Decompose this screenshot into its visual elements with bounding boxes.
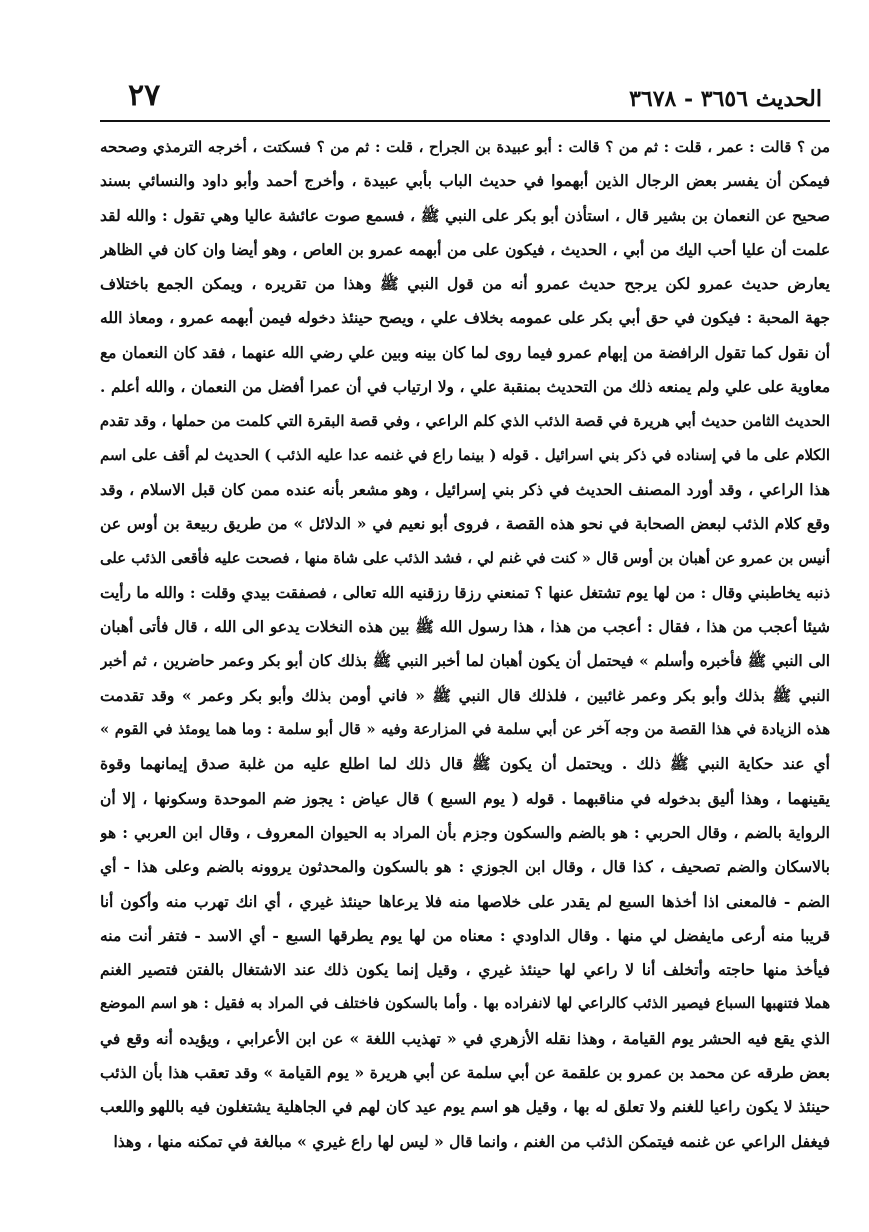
text-line: حينئذ لا يكون راعيا للغنم ولا تعلق له بها ، وقيل هو اسم يوم عيد كان لهم في الجاهلية يشتغلون فيه باللهو واللعب (100, 1097, 830, 1117)
text-line: فيمكن أن يفسر بعض الرجال الذين أبهموا في حديث الباب بأبي عبيدة ، وأخرج أحمد وأبو داود والنسائي بسند (100, 171, 830, 191)
text-line: هذا الراعي ، وقد أورد المصنف الحديث في ذكر بني إسرائيل ، وهو مشعر بأنه عنده ممن كان قبل الاسلام ، وقد (100, 479, 830, 499)
text-line: يقينهما ، وهذا أليق بدخوله في مناقبهما . قوله ( يوم السبع ) قال عياض : يجوز ضم الموحدة وسكونها ، إلا أن (100, 788, 830, 808)
text-line: صحيح عن النعمان بن بشير قال ، استأذن أبو بكر على النبي ﷺ ، فسمع صوت عائشة عاليا وهي تقول : والله لقد (100, 205, 830, 225)
text-line: ذنبه يخاطبني وقال : من لها يوم تشتغل عنها ؟ تمنعني رزقا رزقنيه الله تعالى ، فصفقت بيدي وقلت : والله ما رأيت (100, 583, 830, 602)
text-line: أنيس بن عمرو عن أهبان بن أوس قال « كنت في غنم لي ، فشد الذئب على شاة منها ، فصحت عليه فأقعى الذئب على (100, 549, 830, 567)
text-line: الذي يقع فيه الحشر يوم القيامة ، وهذا نقله الأزهري في « تهذيب اللغة » عن ابن الأعرابي ، ويؤيده أنه وقع في (100, 1028, 830, 1048)
text-line: بالاسكان والضم تصحيف ، كذا قال ، وقال ابن الجوزي : هو بالسكون والمحدثون يروونه بالضم وعلى هذا - أي (100, 857, 830, 877)
text-line: هملا فتنهبها السباع فيصير الذئب كالراعي لها لانفراده بها . وأما بالسكون فاختلف في المراد به فقيل : هو اسم الموضع (100, 995, 830, 1013)
text-line: قريبا منه أرعى مايفضل لي منها . وقال الداودي : معناه من لها يوم يطرقها السبع - أي الاسد - فتفر أنت منه (100, 925, 830, 945)
text-line: أي عند حكاية النبي ﷺ ذلك . ويحتمل أن يكون ﷺ قال ذلك لما اطلع عليه من غلبة صدق إيمانهما وقوة (100, 754, 830, 774)
text-line: الى النبي ﷺ فأخبره وأسلم » فيحتمل أن يكون أهبان لما أخبر النبي ﷺ بذلك كان أبو بكر وعمر حاضرين ، ثم أخبر (100, 652, 830, 671)
text-line: الضم - فالمعنى اذا أخذها السبع لم يقدر على خلاصها منه فلا يرعاها حينئذ غيري ، أي انك تهرب منه وأكون أنا (100, 891, 830, 911)
text-line: بعض طرقه عن محمد بن عمرو بن علقمة عن أبي سلمة عن أبي هريرة « يوم القيامة » وقد تعقب هذا بأن الذئب (100, 1063, 830, 1083)
header-rule (100, 120, 830, 122)
text-line: يعارض حديث عمرو لكن يرجح حديث عمرو أنه من قول النبي ﷺ وهذا من تقريره ، ويمكن الجمع باختلاف (100, 274, 830, 294)
text-line: معاوية على علي ولم يمنعه ذلك من التحديث بمنقبة علي ، ولا ارتياب في أن عمرا أفضل من النعمان ، والله أعلم . (100, 378, 830, 397)
text-line: فيغفل الراعي عن غنمه فيتمكن الذئب من الغنم ، وانما قال « ليس لها راع غيري » مبالغة في تمكنه منها ، وهذا (113, 1131, 830, 1151)
text-line: هذه الزيادة في هذا القصة من وجه آخر عن أبي سلمة في المزارعة وفيه « قال أبو سلمة : وما هما يومئذ في القوم » (100, 721, 830, 739)
body-text (100, 130, 830, 1159)
text-line: من ؟ قالت : عمر ، قلت : ثم من ؟ قالت : أبو عبيدة بن الجراح ، قلت : ثم من ؟ فسكتت ، أخرجه الترمذي وصححه (100, 138, 830, 156)
running-title: الحديث ٣٦٥٦ - ٣٦٧٨ (629, 86, 822, 112)
page-header (100, 78, 830, 118)
text-line: فيأخذ منها حاجته وأتخلف أنا لا راعي لها حينئذ غيري ، وقيل إنما يكون ذلك عند الاشتغال بالفتن فتصير الغنم (100, 960, 830, 980)
text-line: الحديث الثامن حديث أبي هريرة في قصة الذئب الذي كلم الراعي ، وفي قصة البقرة التي كلمت من حملها ، وقد تقدم (100, 412, 830, 431)
text-line: أن نقول كما تقول الرافضة من إبهام عمرو فيما روى لما كان بينه وبين علي رضي الله عنهما ، فقد كان النعمان مع (100, 343, 830, 362)
page-number: ٢٧ (128, 78, 161, 113)
text-line: شيئا أعجب من هذا ، فقال : أعجب من هذا ، هذا رسول الله ﷺ بين هذه النخلات يدعو الى الله ، قال فأتى أهبان (100, 617, 830, 637)
text-line: علمت أن عليا أحب اليك من أبي ، الحديث ، فيكون على من أبهمه عمرو بن العاص ، وهو أيضا وان كان في الظاهر (100, 240, 830, 259)
text-line: الرواية بالضم ، وقال الحربي : هو بالضم والسكون وجزم بأن المراد به الحيوان المعروف ، وقال ابن العربي : هو (100, 822, 830, 842)
text-line: وقع كلام الذئب لبعض الصحابة في نحو هذه القصة ، فروى أبو نعيم في « الدلائل » من طريق ربيعة بن أوس عن (100, 514, 830, 534)
text-line: جهة المحبة : فيكون في حق أبي بكر على عمومه بخلاف علي ، ويصح حينئذ دخوله فيمن أبهمه عمرو ، ومعاذ الله (100, 308, 830, 328)
text-line: النبي ﷺ بذلك وأبو بكر وعمر غائبين ، فلذلك قال النبي ﷺ « فاني أومن بذلك وأبو بكر وعمر » وقد تقدمت (100, 685, 830, 705)
text-line: الكلام على ما في إسناده في ذكر بني اسرائيل . قوله ( بينما راع في غنمه عدا عليه الذئب ) الحديث لم أقف على اسم (100, 446, 830, 464)
